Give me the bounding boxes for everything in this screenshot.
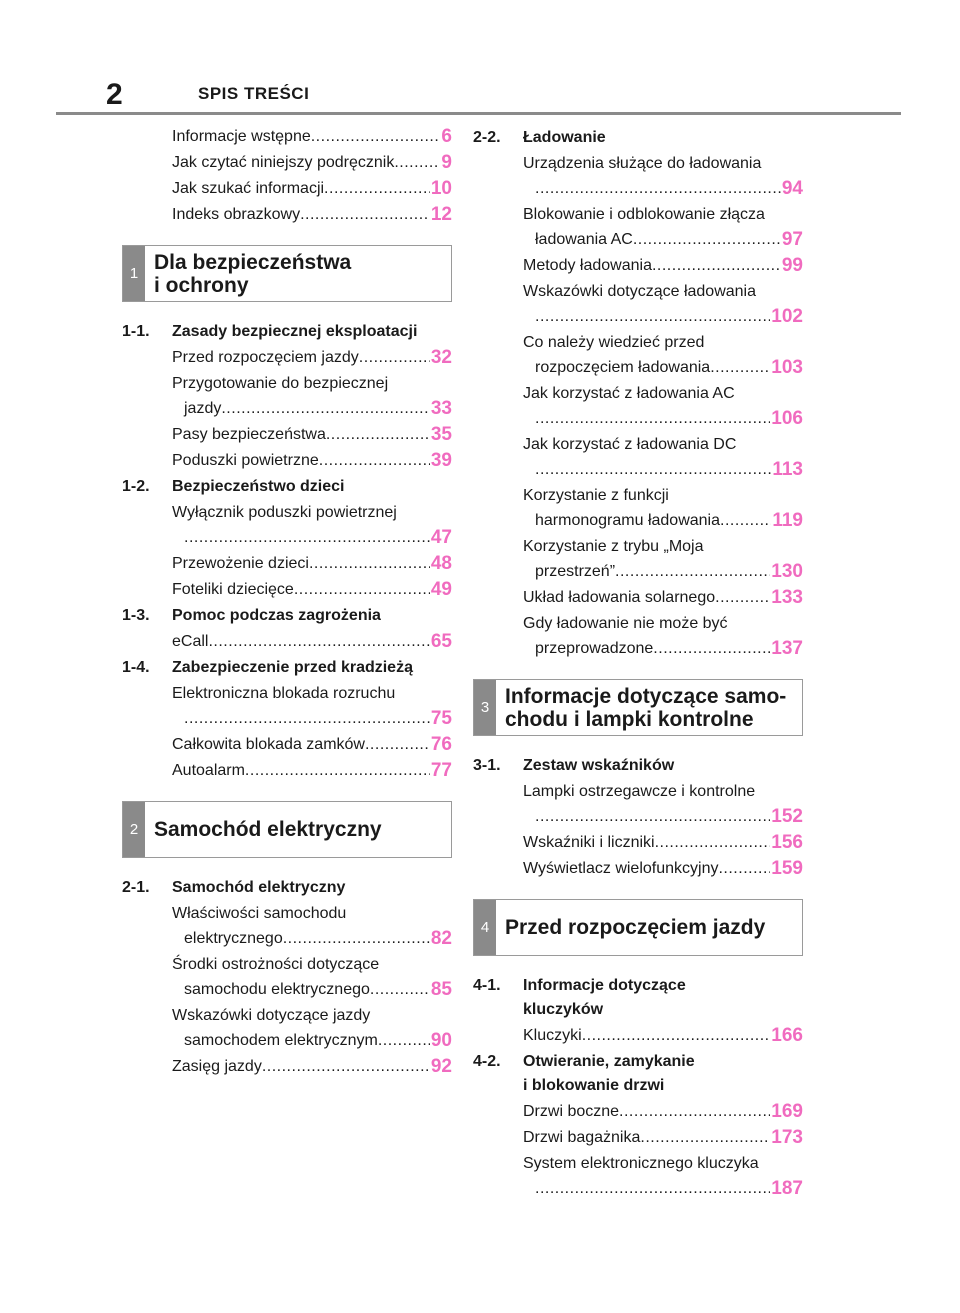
toc-entry-line: samochodem elektrycznym (184, 1032, 378, 1049)
page-ref[interactable]: 65 (430, 631, 452, 652)
section-number: 1-1. (122, 323, 150, 340)
page-ref[interactable]: 159 (771, 858, 803, 879)
toc-entry-line: Indeks obrazkowy (172, 206, 301, 223)
toc-entry[interactable] (473, 381, 803, 431)
toc-entry-text (523, 534, 803, 584)
chapter-title (496, 900, 765, 955)
toc-entry-text (172, 577, 452, 602)
toc-entry-line: Jak korzystać z ładowania AC (523, 385, 735, 402)
section-number: 4-1. (473, 977, 501, 994)
toc-entry[interactable] (473, 830, 803, 855)
page-ref[interactable]: 35 (430, 424, 452, 445)
page-ref[interactable]: 76 (430, 734, 452, 755)
page-title: SPIS TREŚCI (198, 84, 310, 103)
chapter-title (496, 680, 786, 735)
toc-entry-leader-line (523, 355, 803, 380)
toc-entry[interactable] (473, 253, 803, 278)
section-title (172, 876, 452, 900)
toc-entry[interactable] (122, 758, 452, 783)
dot-leader (535, 406, 770, 431)
section-title (172, 604, 452, 628)
toc-entry-leader-line (523, 1023, 803, 1048)
dot-leader (245, 758, 430, 783)
toc-entry-line: Jak szukać informacji (172, 180, 325, 197)
toc-entry-line: Metody ładowania (523, 257, 652, 274)
page-ref[interactable]: 113 (772, 459, 803, 480)
toc-entry-line: Informacje wstępne (172, 128, 311, 145)
toc-entry-line: harmonogramu ładowania (535, 512, 720, 529)
toc-entry-line: Wskazówki dotyczące ładowania (523, 283, 756, 300)
chapter-title (145, 802, 382, 857)
toc-entry-leader-line (172, 396, 452, 421)
dot-leader (633, 227, 781, 252)
dot-leader (365, 732, 430, 757)
toc-entry-line: Blokowanie i odblokowanie złącza (523, 206, 765, 223)
dot-leader (294, 577, 430, 602)
toc-entry-line: Wyłącznik poduszki powietrznej (172, 504, 397, 521)
toc-entry-leader-line (523, 585, 803, 610)
section-title (523, 126, 803, 150)
toc-entry-text (523, 779, 803, 829)
toc-entry-line: Przygotowanie do bezpiecznej (172, 375, 389, 392)
toc-entry-line: Środki ostrożności dotyczące (172, 956, 380, 973)
toc-entry[interactable] (122, 448, 452, 473)
toc-entry-text (172, 901, 452, 951)
chapter-tab-number: 2 (123, 802, 145, 857)
section-heading (122, 320, 452, 344)
toc-entry-text (172, 371, 452, 421)
page-ref[interactable]: 156 (771, 832, 803, 853)
toc-entry-line: rozpoczęciem ładowania (535, 359, 711, 376)
toc-entry-line: Przed rozpoczęciem jazdy (172, 349, 359, 366)
toc-entry-leader-line (172, 577, 452, 602)
toc-entry-text (523, 585, 803, 610)
section-heading (473, 754, 803, 778)
toc-entry-line: Elektroniczna blokada rozruchu (172, 685, 396, 702)
toc-entry-line: Wyświetlacz wielofunkcyjny (523, 860, 719, 877)
toc-entry-line: Korzystanie z trybu „Moja (523, 538, 704, 555)
toc-entry-line: Gdy ładowanie nie może być (523, 615, 728, 632)
toc-entry-text (172, 448, 452, 473)
toc-entry-leader-line (172, 977, 452, 1002)
section-number: 3-1. (473, 757, 501, 774)
page-ref[interactable]: 152 (771, 806, 803, 827)
toc-entry[interactable] (473, 1023, 803, 1048)
section-title-line: Pomoc podczas zagrożenia (172, 607, 381, 624)
toc-entry-leader-line (172, 448, 452, 473)
toc-entry-line: Właściwości samochodu (172, 905, 347, 922)
chapter-title (145, 246, 351, 301)
section-heading (122, 656, 452, 680)
toc-entry[interactable] (473, 483, 803, 533)
dot-leader (615, 559, 770, 584)
section-title (523, 974, 803, 1022)
chapter-title-line: Samochód elektryczny (154, 818, 382, 841)
toc-entry-leader-line (172, 1054, 452, 1079)
toc-entry-text (172, 551, 452, 576)
toc-entry-leader-line (523, 830, 803, 855)
page-ref[interactable]: 9 (441, 152, 452, 173)
toc-entry-leader-line (172, 124, 452, 149)
toc-entry[interactable] (122, 345, 452, 370)
toc-entry-leader-line (523, 559, 803, 584)
toc-left-column (122, 124, 452, 1080)
chapter-box[interactable] (473, 679, 803, 736)
toc-entry-text (172, 345, 452, 370)
toc-entry-text (172, 202, 452, 227)
page-ref[interactable]: 97 (781, 229, 803, 250)
section-title (172, 320, 452, 344)
toc-entry[interactable] (473, 611, 803, 661)
toc-entry[interactable] (473, 279, 803, 329)
page-header (56, 0, 901, 114)
page-ref[interactable]: 133 (771, 587, 803, 608)
toc-entry-text (172, 732, 452, 757)
toc-entry-leader-line (523, 636, 803, 661)
toc-entry[interactable] (122, 500, 452, 550)
toc-entry-line: Układ ładowania solarnego (523, 589, 716, 606)
toc-entry-text (172, 124, 452, 149)
toc-right-column (473, 124, 803, 1202)
dot-leader (221, 396, 430, 421)
section-number: 4-2. (473, 1053, 501, 1070)
header-rule (56, 112, 901, 115)
toc-entry-text (523, 611, 803, 661)
chapter-title-line: Przed rozpoczęciem jazdy (505, 916, 766, 939)
section-title-line: Zabezpieczenie przed kradzieżą (172, 659, 413, 676)
toc-entry-text (523, 1125, 803, 1150)
toc-entry[interactable] (473, 534, 803, 584)
page-ref[interactable]: 75 (430, 708, 452, 729)
toc-entry-line: Autoalarm (172, 762, 245, 779)
page-ref[interactable]: 49 (430, 579, 452, 600)
toc-entry-line: Zasięg jazdy (172, 1058, 262, 1075)
toc-entry-line: Jak czytać niniejszy podręcznik (172, 154, 395, 171)
toc-entry[interactable] (122, 551, 452, 576)
page-ref[interactable]: 99 (781, 255, 803, 276)
page-ref[interactable]: 119 (772, 510, 803, 531)
toc-entry[interactable] (122, 1003, 452, 1053)
toc-entry-line: Drzwi boczne (523, 1103, 620, 1120)
dot-leader (535, 1176, 770, 1201)
toc-entry[interactable] (122, 732, 452, 757)
toc-entry-leader-line (523, 253, 803, 278)
toc-entry-leader-line (523, 1176, 803, 1201)
toc-entry-text (523, 381, 803, 431)
section-title-line: i blokowanie drzwi (523, 1077, 665, 1094)
page-ref[interactable]: 77 (430, 760, 452, 781)
dot-leader (370, 977, 430, 1002)
toc-entry-leader-line (172, 551, 452, 576)
page-ref[interactable]: 10 (430, 178, 452, 199)
dot-leader (394, 150, 440, 175)
toc-entry-leader-line (523, 406, 803, 431)
toc-entry[interactable] (122, 422, 452, 447)
section-number: 2-2. (473, 129, 501, 146)
page-ref[interactable]: 48 (430, 553, 452, 574)
dot-leader (653, 636, 770, 661)
toc-entry-text (172, 681, 452, 731)
toc-entry-line: przestrzeń” (535, 563, 616, 580)
page-number: 2 (106, 78, 123, 111)
toc-entry[interactable] (473, 1151, 803, 1201)
toc-entry[interactable] (473, 151, 803, 201)
section-number: 1-4. (122, 659, 150, 676)
toc-entry-leader-line (172, 732, 452, 757)
toc-entry[interactable] (122, 176, 452, 201)
toc-entry-leader-line (523, 176, 803, 201)
toc-entry-text (523, 856, 803, 881)
section-title-line: Bezpieczeństwo dzieci (172, 478, 345, 495)
section-heading (473, 126, 803, 150)
toc-entry-line: Lampki ostrzegawcze i kontrolne (523, 783, 756, 800)
toc-entry-text (523, 202, 803, 252)
page-ref[interactable]: 47 (430, 527, 452, 548)
toc-entry[interactable] (122, 901, 452, 951)
toc-entry-line: przeprowadzone (535, 640, 654, 657)
section-title (172, 656, 452, 680)
toc-entry-text (172, 422, 452, 447)
dot-leader (311, 124, 441, 149)
chapter-title-line: Informacje dotyczące samo- (505, 684, 787, 708)
toc-entry-line: elektrycznego (184, 930, 283, 947)
dot-leader (715, 585, 770, 610)
section-title (523, 754, 803, 778)
section-title-line: kluczyków (523, 1001, 604, 1018)
toc-entry-line: Przewożenie dzieci (172, 555, 309, 572)
dot-leader (300, 202, 430, 227)
chapter-title-line: chodu i lampki kontrolne (505, 707, 754, 731)
dot-leader (619, 1099, 770, 1124)
toc-entry-line: System elektronicznego kluczyka (523, 1155, 759, 1172)
section-title-line: Otwieranie, zamykanie (523, 1053, 695, 1070)
dot-leader (324, 176, 430, 201)
section-title-line: Zasady bezpiecznej eksploatacji (172, 323, 418, 340)
toc-entry[interactable] (473, 432, 803, 482)
page-ref[interactable]: 173 (771, 1127, 803, 1148)
toc-entry-line: Pasy bezpieczeństwa (172, 426, 326, 443)
chapter-box[interactable] (122, 801, 452, 858)
toc-entry-line: eCall (172, 633, 209, 650)
section-heading (122, 475, 452, 499)
chapter-title-line: i ochrony (154, 273, 249, 297)
chapter-title-line: Dla bezpieczeństwa (154, 250, 352, 274)
toc-entry-leader-line (172, 422, 452, 447)
dot-leader (720, 508, 771, 533)
section-title (523, 1050, 803, 1098)
toc-entry-line: ładowania AC (535, 231, 633, 248)
toc-entry-text (523, 151, 803, 201)
toc-entry-text (523, 1023, 803, 1048)
dot-leader (208, 629, 429, 654)
dot-leader (359, 345, 430, 370)
toc-entry-text (523, 432, 803, 482)
toc-entry-line: Całkowita blokada zamków (172, 736, 365, 753)
toc-entry-line: Wskaźniki i liczniki (523, 834, 655, 851)
toc-entry-line: Co należy wiedzieć przed (523, 334, 705, 351)
page-ref[interactable]: 39 (430, 450, 452, 471)
dot-leader (184, 706, 430, 731)
section-heading (122, 604, 452, 628)
toc-entry-text (172, 500, 452, 550)
dot-leader (710, 355, 770, 380)
toc-entry-line: Jak korzystać z ładowania DC (523, 436, 737, 453)
toc-entry-leader-line (172, 176, 452, 201)
dot-leader (535, 804, 770, 829)
dot-leader (535, 457, 771, 482)
toc-entry-leader-line (523, 1099, 803, 1124)
toc-entry-leader-line (172, 1028, 452, 1053)
toc-entry[interactable] (122, 150, 452, 175)
section-number: 1-2. (122, 478, 150, 495)
dot-leader (378, 1028, 430, 1053)
toc-entry-leader-line (523, 804, 803, 829)
toc-entry-line: jazdy (184, 400, 222, 417)
toc-entry-leader-line (523, 457, 803, 482)
toc-entry-text (172, 758, 452, 783)
page-ref[interactable]: 90 (430, 1030, 452, 1051)
toc-entry-text (523, 253, 803, 278)
chapter-box[interactable] (473, 899, 803, 956)
toc-entry[interactable] (122, 681, 452, 731)
toc-entry-leader-line (172, 706, 452, 731)
toc-entry-text (172, 629, 452, 654)
section-title (172, 475, 452, 499)
toc-entry-line: Urządzenia służące do ładowania (523, 155, 762, 172)
section-title-line: Informacje dotyczące (523, 977, 686, 994)
section-title-line: Ładowanie (523, 129, 606, 146)
toc-entry-leader-line (172, 150, 452, 175)
page-ref[interactable]: 32 (430, 347, 452, 368)
section-heading (473, 974, 803, 1022)
toc-entry-text (523, 1099, 803, 1124)
toc-entry-text (172, 952, 452, 1002)
toc-entry-line: samochodu elektrycznego (184, 981, 370, 998)
toc-entry-text (172, 1003, 452, 1053)
toc-entry-line: Korzystanie z funkcji (523, 487, 669, 504)
toc-entry[interactable] (473, 1099, 803, 1124)
toc-entry-leader-line (172, 758, 452, 783)
page-ref[interactable]: 106 (771, 408, 803, 429)
toc-entry-leader-line (172, 345, 452, 370)
toc-entry[interactable] (122, 124, 452, 149)
toc-entry-text (523, 279, 803, 329)
toc-entry-leader-line (523, 1125, 803, 1150)
dot-leader (283, 926, 430, 951)
toc-entry[interactable] (122, 202, 452, 227)
toc-entry[interactable] (122, 952, 452, 1002)
page-ref[interactable]: 137 (771, 638, 803, 659)
page-ref[interactable]: 85 (430, 979, 452, 1000)
toc-entry[interactable] (122, 577, 452, 602)
dot-leader (184, 525, 430, 550)
toc-entry[interactable] (122, 629, 452, 654)
toc-entry[interactable] (122, 1054, 452, 1079)
toc-entry-line: Kluczyki (523, 1027, 582, 1044)
dot-leader (652, 253, 781, 278)
section-title-line: Samochód elektryczny (172, 879, 346, 896)
toc-entry-text (523, 330, 803, 380)
toc-entry-leader-line (523, 508, 803, 533)
chapter-tab-number: 1 (123, 246, 145, 301)
toc-entry-text (523, 483, 803, 533)
dot-leader (309, 551, 430, 576)
toc-entry[interactable] (473, 585, 803, 610)
toc-entry[interactable] (473, 330, 803, 380)
page-ref[interactable]: 166 (771, 1025, 803, 1046)
toc-entry-leader-line (523, 304, 803, 329)
dot-leader (640, 1125, 770, 1150)
page-ref[interactable]: 92 (430, 1056, 452, 1077)
toc-entry-leader-line (172, 202, 452, 227)
toc-entry-text (172, 150, 452, 175)
toc-entry[interactable] (473, 1125, 803, 1150)
section-number: 1-3. (122, 607, 150, 624)
toc-entry-line: Wskazówki dotyczące jazdy (172, 1007, 371, 1024)
section-heading (122, 876, 452, 900)
chapter-box[interactable] (122, 245, 452, 302)
toc-entry[interactable] (473, 202, 803, 252)
dot-leader (655, 830, 771, 855)
toc-entry-leader-line (523, 227, 803, 252)
dot-leader (535, 176, 781, 201)
page-ref[interactable]: 103 (771, 357, 803, 378)
dot-leader (262, 1054, 430, 1079)
section-heading (473, 1050, 803, 1098)
toc-entry[interactable] (473, 779, 803, 829)
toc-entry-leader-line (172, 525, 452, 550)
page-ref[interactable]: 187 (771, 1178, 803, 1199)
toc-entry-leader-line (172, 926, 452, 951)
dot-leader (319, 448, 430, 473)
toc-entry-leader-line (172, 629, 452, 654)
toc-entry-text (172, 1054, 452, 1079)
page-ref[interactable]: 33 (430, 398, 452, 419)
toc-entry-line: Poduszki powietrzne (172, 452, 319, 469)
toc-entry[interactable] (122, 371, 452, 421)
chapter-tab-number: 3 (474, 680, 496, 735)
page-ref[interactable]: 130 (771, 561, 803, 582)
dot-leader (535, 304, 770, 329)
dot-leader (718, 856, 770, 881)
toc-entry[interactable] (473, 856, 803, 881)
page-ref[interactable]: 102 (771, 306, 803, 327)
page-ref[interactable]: 12 (430, 204, 452, 225)
section-title-line: Zestaw wskaźników (523, 757, 675, 774)
toc-entry-text (172, 176, 452, 201)
page-ref[interactable]: 94 (781, 178, 803, 199)
toc-entry-text (523, 1151, 803, 1201)
page-ref[interactable]: 82 (430, 928, 452, 949)
chapter-tab-number: 4 (474, 900, 496, 955)
section-number: 2-1. (122, 879, 150, 896)
page-ref[interactable]: 6 (441, 126, 452, 147)
page-ref[interactable]: 169 (771, 1101, 803, 1122)
toc-entry-text (523, 830, 803, 855)
dot-leader (582, 1023, 771, 1048)
toc-entry-leader-line (523, 856, 803, 881)
toc-entry-line: Foteliki dziecięce (172, 581, 294, 598)
toc-entry-line: Drzwi bagażnika (523, 1129, 641, 1146)
dot-leader (326, 422, 430, 447)
